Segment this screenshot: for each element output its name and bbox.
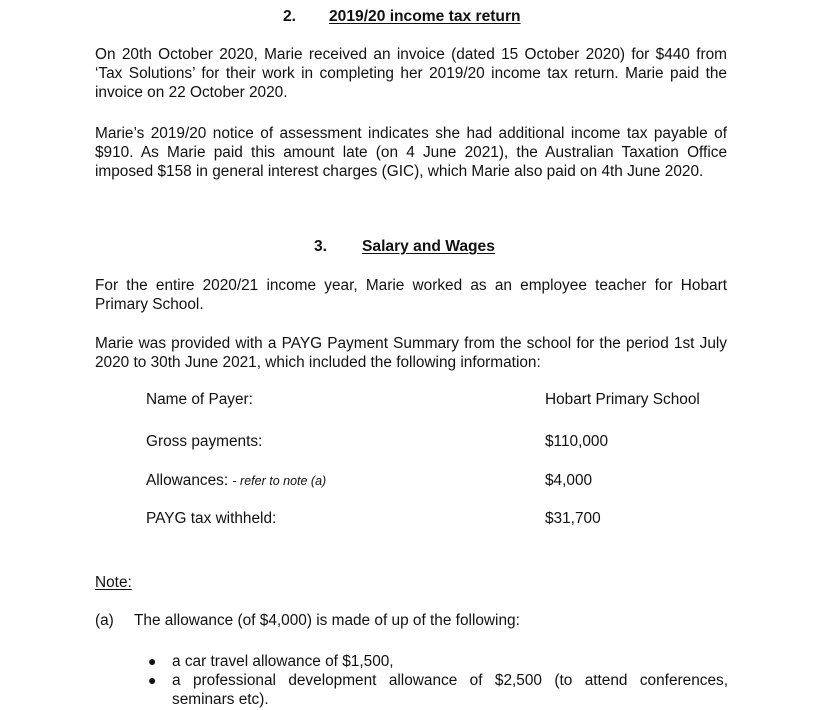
gross-payments-label: Gross payments:	[146, 433, 263, 450]
payer-value: Hobart Primary School	[545, 391, 700, 408]
bullet-icon: ●	[148, 653, 157, 669]
section-3-paragraph-1: For the entire 2020/21 income year, Marie worked as an employee teacher for Hobart Primary School.	[95, 277, 727, 314]
list-item	[148, 671, 728, 709]
section-2-number: 2.	[283, 8, 297, 25]
section-3-number: 3.	[314, 238, 328, 255]
payg-tax-value: $31,700	[545, 510, 601, 527]
bullet-text: a car travel allowance of $1,500,	[172, 653, 394, 670]
list-item	[148, 652, 728, 671]
allowances-row-label	[146, 472, 326, 490]
payer-label: Name of Payer:	[146, 391, 253, 408]
section-3-title: Salary and Wages	[362, 238, 495, 255]
note-heading: Note:	[95, 574, 132, 591]
allowances-value: $4,000	[545, 472, 593, 489]
payg-tax-label: PAYG tax withheld:	[146, 510, 277, 527]
bullet-icon: ●	[148, 672, 157, 689]
section-3-paragraph-2: Marie was provided with a PAYG Payment Summary from the school for the period 1st July 2020 to 30th June 2021, which included the following information:	[95, 335, 727, 372]
allowance-bullet-list	[148, 652, 728, 710]
section-2-heading	[283, 8, 521, 26]
section-2-paragraph-2: Marie’s 2019/20 notice of assessment indicates she had additional income tax payable of $910. As Marie paid this amount late (on 4 June 2021), the Australian Taxation Office imposed $158 in general interest charges (GIC), which Marie also paid on 4th June 2020.	[95, 125, 727, 181]
note-a-marker: (a)	[95, 612, 114, 629]
allowances-reference-note: - refer to note (a)	[232, 474, 327, 488]
section-2-title: 2019/20 income tax return	[329, 8, 521, 25]
note-a-text: The allowance (of $4,000) is made of up of the following:	[134, 612, 520, 629]
section-2-paragraph-1: On 20th October 2020, Marie received an invoice (dated 15 October 2020) for $440 from ‘Tax Solutions’ for their work in completing her 2019/20 income tax return. Marie paid the invoice on 22 October 2020.	[95, 46, 727, 102]
gross-payments-value: $110,000	[545, 433, 609, 450]
allowances-label: Allowances:	[146, 472, 229, 489]
bullet-text: a professional development allowance of $2,500 (to attend conferences, seminars etc).	[172, 672, 728, 709]
section-3-heading	[314, 238, 495, 256]
